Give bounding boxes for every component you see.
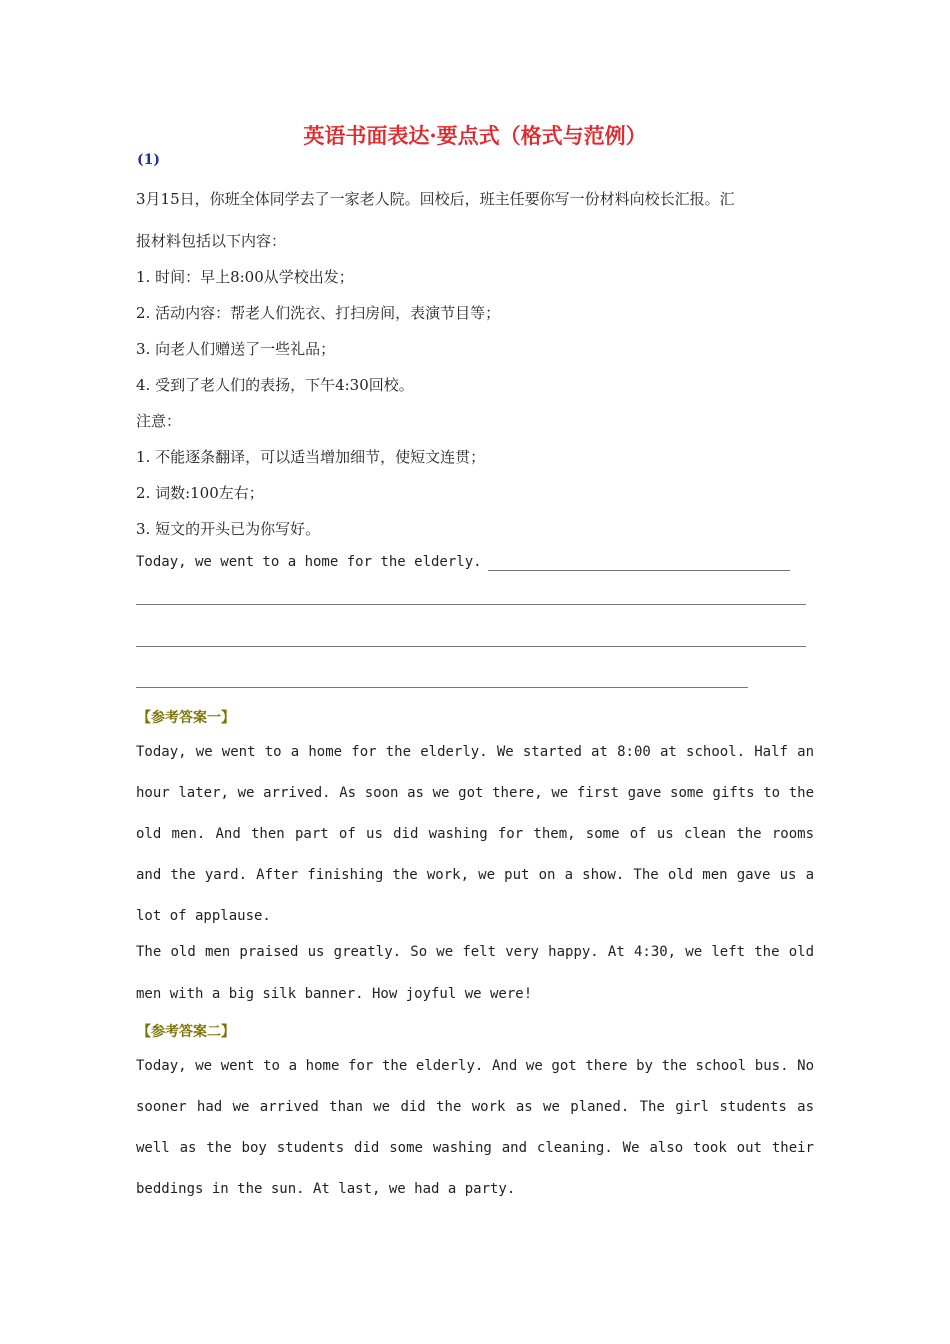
answer-one-line: old men. And then part of us did washing for them, some of us clean the rooms (136, 826, 814, 842)
answer-two-line: beddings in the sun. At last, we had a party. (136, 1181, 516, 1197)
note-item: 1. 不能逐条翻译，可以适当增加细节，使短文连贯； (136, 448, 486, 466)
answer-one-line: The old men praised us greatly. So we felt very happy. At 4:30, we left the old (136, 944, 814, 960)
answer-two-line: sooner had we arrived than we did the work as we planed. The girl students as (136, 1099, 814, 1115)
prompt-point: 4. 受到了老人们的表扬，下午4:30回校。 (136, 376, 414, 394)
answer-two-heading: 【参考答案二】 (137, 1024, 235, 1040)
answer-blank-line[interactable] (136, 687, 748, 688)
answer-one-line: hour later, we arrived. As soon as we got there, we first gave some gifts to the (136, 785, 814, 801)
answer-blank-line[interactable] (488, 570, 790, 571)
answer-one-line: men with a big silk banner. How joyful we were! (136, 986, 533, 1002)
answer-two-line: well as the boy students did some washing and cleaning. We also took out their (136, 1140, 814, 1156)
prompt-line-1: 3月15日，你班全体同学去了一家老人院。回校后，班主任要你写一份材料向校长汇报。汇 (136, 190, 735, 208)
note-label: 注意： (136, 412, 182, 430)
essay-opening: Today, we went to a home for the elderly. (136, 554, 482, 570)
note-item: 3. 短文的开头已为你写好。 (136, 520, 321, 538)
note-item: 2. 词数:100左右； (136, 484, 264, 502)
answer-blank-line[interactable] (136, 646, 806, 647)
question-number: (1) (137, 152, 160, 168)
prompt-point: 1. 时间：早上8:00从学校出发； (136, 268, 354, 286)
prompt-point: 3. 向老人们赠送了一些礼品； (136, 340, 336, 358)
answer-one-line: and the yard. After finishing the work, we put on a show. The old men gave us a (136, 867, 814, 883)
answer-one-line: lot of applause. (136, 908, 271, 924)
answer-two-line: Today, we went to a home for the elderly. And we got there by the school bus. No (136, 1058, 814, 1074)
answer-one-heading: 【参考答案一】 (137, 710, 235, 726)
prompt-point: 2. 活动内容：帮老人们洗衣、打扫房间，表演节目等； (136, 304, 501, 322)
page-title: 英语书面表达·要点式（格式与范例） (303, 123, 647, 148)
prompt-line-2: 报材料包括以下内容： (136, 232, 287, 250)
answer-blank-line[interactable] (136, 604, 806, 605)
answer-one-line: Today, we went to a home for the elderly. We started at 8:00 at school. Half an (136, 744, 814, 760)
